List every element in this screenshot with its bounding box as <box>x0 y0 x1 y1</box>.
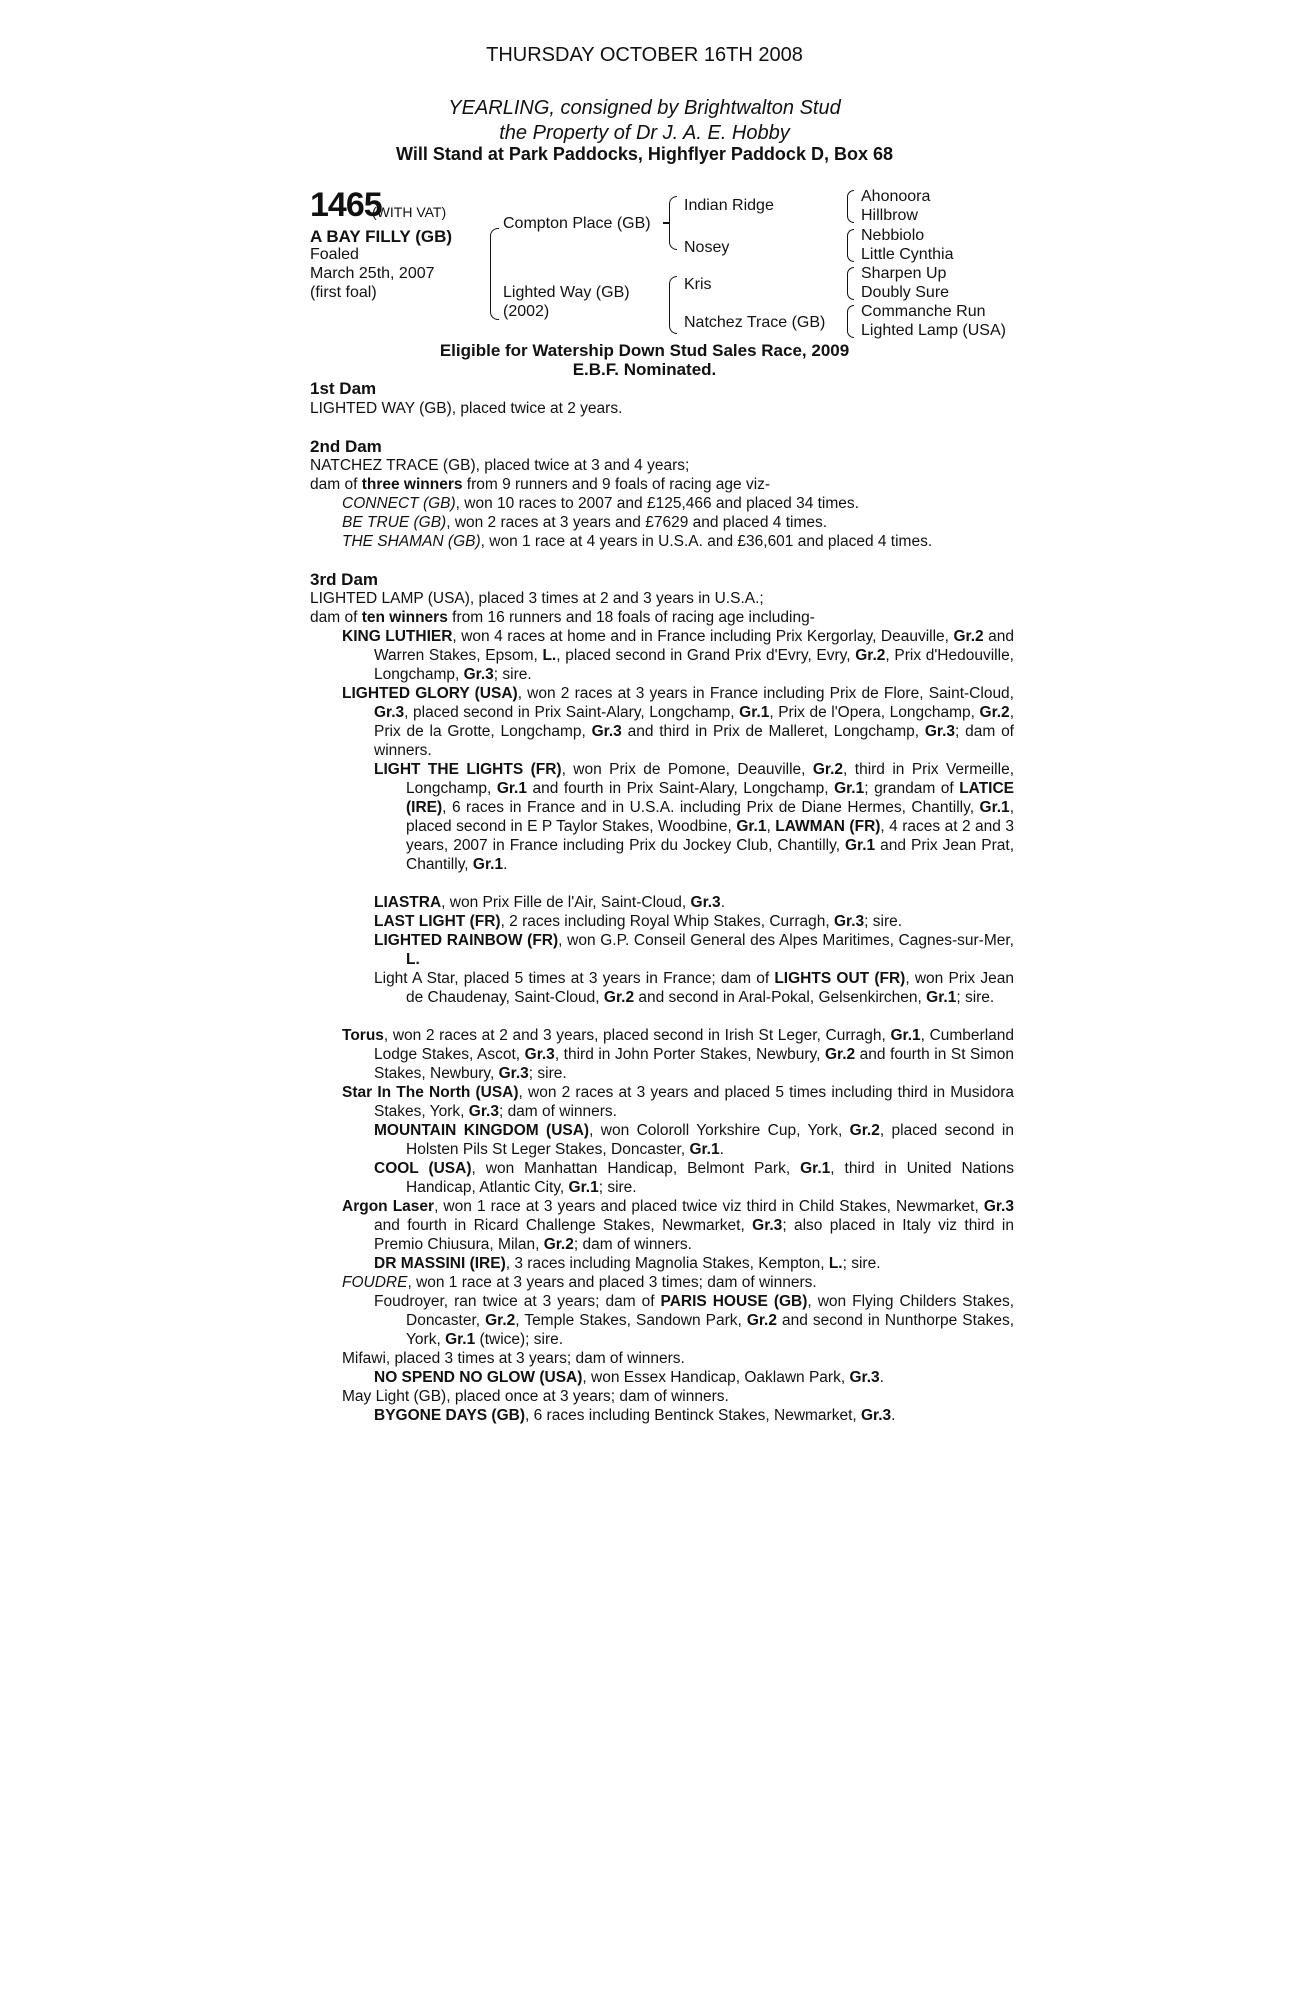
pedigree-dds: Commanche Run <box>861 303 986 320</box>
produce-lighted-rainbow: LIGHTED RAINBOW (FR), won G.P. Conseil General des Alpes Maritimes, Cagnes-sur-Mer, L. <box>374 932 1014 968</box>
pedigree-sire-sire: Indian Ridge <box>684 197 774 214</box>
produce-may-light: May Light (GB), placed once at 3 years; dam of winners. <box>342 1388 729 1405</box>
second-dam-line2: dam of three winners from 9 runners and 9 foals of racing age viz- <box>310 476 771 493</box>
pedigree-dam: Lighted Way (GB) <box>503 284 630 301</box>
pedigree-dam-sire: Kris <box>684 276 712 293</box>
produce-bygone-days: BYGONE DAYS (GB), 6 races including Bentinck Stakes, Newmarket, Gr.3. <box>374 1407 896 1424</box>
produce-mountain-kingdom: MOUNTAIN KINGDOM (USA), won Coloroll Yorkshire Cup, York, Gr.2, placed second in Holsten Pils St Leger Stakes, Doncaster, Gr.1. <box>374 1122 1014 1158</box>
second-dam-line1: NATCHEZ TRACE (GB), placed twice at 3 and 4 years; <box>310 457 690 474</box>
first-dam-heading: 1st Dam <box>310 379 377 398</box>
produce-foudroyer: Foudroyer, ran twice at 3 years; dam of PARIS HOUSE (GB), won Flying Childers Stakes, Doncaster, Gr.2, Temple Stakes, Sandown Park, Gr.2 and second in Nunthorpe Stakes, York, Gr.1 (twice); sire. <box>374 1293 1015 1348</box>
pedigree-dam-year: (2002) <box>503 303 550 320</box>
produce-mifawi: Mifawi, placed 3 times at 3 years; dam of winners. <box>342 1350 685 1367</box>
foal-note: (first foal) <box>310 284 377 301</box>
produce-liastra: LIASTRA, won Prix Fille de l'Air, Saint-Cloud, Gr.3. <box>374 894 725 911</box>
produce-lighted-glory: LIGHTED GLORY (USA), won 2 races at 3 years in France including Prix de Flore, Saint-Cloud, Gr.3, placed second in Prix Saint-Alary, Longchamp, Gr.1, Prix de l'Opera, Longchamp, Gr.2, Prix de la Grotte, Longchamp, Gr.3 and third in Prix de Malleret, Longchamp, Gr.3; dam of winners. <box>342 685 1014 759</box>
foaled-date: March 25th, 2007 <box>310 265 435 282</box>
produce-light-the-lights: LIGHT THE LIGHTS (FR), won Prix de Pomone, Deauville, Gr.2, third in Prix Vermeille, Longchamp, Gr.1 and fourth in Prix Saint-Alary, Longchamp, Gr.1; grandam of LATICE (IRE), 6 races in France and in U.S.A. including Prix de Diane Hermes, Chantilly, Gr.1, placed second in E P Taylor Stakes, Woodbine, Gr.1, LAWMAN (FR), 4 races at 2 and 3 years, 2007 in France including Prix du Jockey Club, Chantilly, Gr.1 and Prix Jean Prat, Chantilly, Gr.1. <box>374 761 1015 873</box>
produce-cool: COOL (USA), won Manhattan Handicap, Belmont Park, Gr.1, third in United Nations Handicap, Atlantic City, Gr.1; sire. <box>374 1160 1015 1196</box>
pedigree-ddd: Lighted Lamp (USA) <box>861 322 1006 339</box>
pedigree-brace-ds <box>847 267 854 300</box>
second-dam-runner-2: BE TRUE (GB), won 2 races at 3 years and £7629 and placed 4 times. <box>342 514 828 531</box>
pedigree-brace-sire <box>669 196 677 250</box>
produce-star-in-the-north: Star In The North (USA), won 2 races at 3 years and placed 5 times including third in Musidora Stakes, York, Gr.3; dam of winners. <box>342 1084 1014 1120</box>
produce-argon-laser: Argon Laser, won 1 race at 3 years and placed twice viz third in Child Stakes, Newmarket, Gr.3 and fourth in Ricard Challenge Stakes, Newmarket, Gr.3; also placed in Italy viz third in Premio Chiusura, Milan, Gr.2; dam of winners. <box>342 1198 1014 1253</box>
third-dam-line2: dam of ten winners from 16 runners and 18 foals of racing age including- <box>310 609 815 626</box>
second-dam-heading: 2nd Dam <box>310 437 382 456</box>
second-dam-runner-1: CONNECT (GB), won 10 races to 2007 and £125,466 and placed 34 times. <box>342 495 859 512</box>
pedigree-sire: Compton Place (GB) <box>503 215 651 232</box>
eligibility-line: Eligible for Watership Down Stud Sales Race, 2009 <box>439 341 850 360</box>
pedigree-sss: Ahonoora <box>861 188 931 205</box>
horse-name: A BAY FILLY (GB) <box>310 227 453 246</box>
stand-location: Will Stand at Park Paddocks, Highflyer Paddock D, Box 68 <box>396 144 893 164</box>
pedigree-brace-gen1 <box>490 228 499 320</box>
produce-torus: Torus, won 2 races at 2 and 3 years, placed second in Irish St Leger, Curragh, Gr.1, Cumberland Lodge Stakes, Ascot, Gr.3, third in John Porter Stakes, Newbury, Gr.2 and fourth in St Simon Stakes, Newbury, Gr.3; sire. <box>342 1027 1015 1082</box>
third-dam-heading: 3rd Dam <box>310 570 379 589</box>
produce-no-spend-no-glow: NO SPEND NO GLOW (USA), won Essex Handicap, Oaklawn Park, Gr.3. <box>374 1369 884 1386</box>
pedigree-sds: Nebbiolo <box>861 227 925 244</box>
produce-king-luthier: KING LUTHIER, won 4 races at home and in France including Prix Kergorlay, Deauville, Gr.2 and Warren Stakes, Epsom, L., placed second in Grand Prix d'Evry, Evry, Gr.2, Prix d'Hedouville, Longchamp, Gr.3; sire. <box>342 628 1015 683</box>
pedigree-ssd: Hillbrow <box>861 207 918 224</box>
pedigree-brace-sd <box>847 229 854 262</box>
pedigree-brace-dd <box>847 305 854 338</box>
third-dam-line1: LIGHTED LAMP (USA), placed 3 times at 2 and 3 years in U.S.A.; <box>310 590 764 607</box>
pedigree-brace-ss <box>847 190 854 223</box>
pedigree-dss: Sharpen Up <box>861 265 947 282</box>
lot-number: 1465 <box>310 186 382 224</box>
property-line: the Property of Dr J. A. E. Hobby <box>499 122 790 144</box>
pedigree-brace-dam <box>669 276 677 334</box>
sale-date: THURSDAY OCTOBER 16TH 2008 <box>486 44 803 66</box>
produce-dr-massini: DR MASSINI (IRE), 3 races including Magnolia Stakes, Kempton, L.; sire. <box>374 1255 881 1272</box>
pedigree-dsd: Doubly Sure <box>861 284 950 301</box>
produce-foudre: FOUDRE, won 1 race at 3 years and placed 3 times; dam of winners. <box>342 1274 817 1291</box>
ebf-line: E.B.F. Nominated. <box>572 360 717 379</box>
vat-note: (WITH VAT) <box>372 204 447 220</box>
consignor-line: YEARLING, consigned by Brightwalton Stud <box>448 97 841 119</box>
first-dam-text: LIGHTED WAY (GB), placed twice at 2 years. <box>310 400 623 417</box>
foaled-label: Foaled <box>310 246 359 263</box>
pedigree-sire-dam: Nosey <box>684 239 730 256</box>
produce-light-a-star: Light A Star, placed 5 times at 3 years in France; dam of LIGHTS OUT (FR), won Prix Jean de Chaudenay, Saint-Cloud, Gr.2 and second in Aral-Pokal, Gelsenkirchen, Gr.1; sire. <box>374 970 1014 1006</box>
pedigree-sdd: Little Cynthia <box>861 246 954 263</box>
produce-last-light: LAST LIGHT (FR), 2 races including Royal Whip Stakes, Curragh, Gr.3; sire. <box>374 913 903 930</box>
second-dam-runner-3: THE SHAMAN (GB), won 1 race at 4 years in U.S.A. and £36,601 and placed 4 times. <box>342 533 933 550</box>
pedigree-dam-dam: Natchez Trace (GB) <box>684 314 826 331</box>
